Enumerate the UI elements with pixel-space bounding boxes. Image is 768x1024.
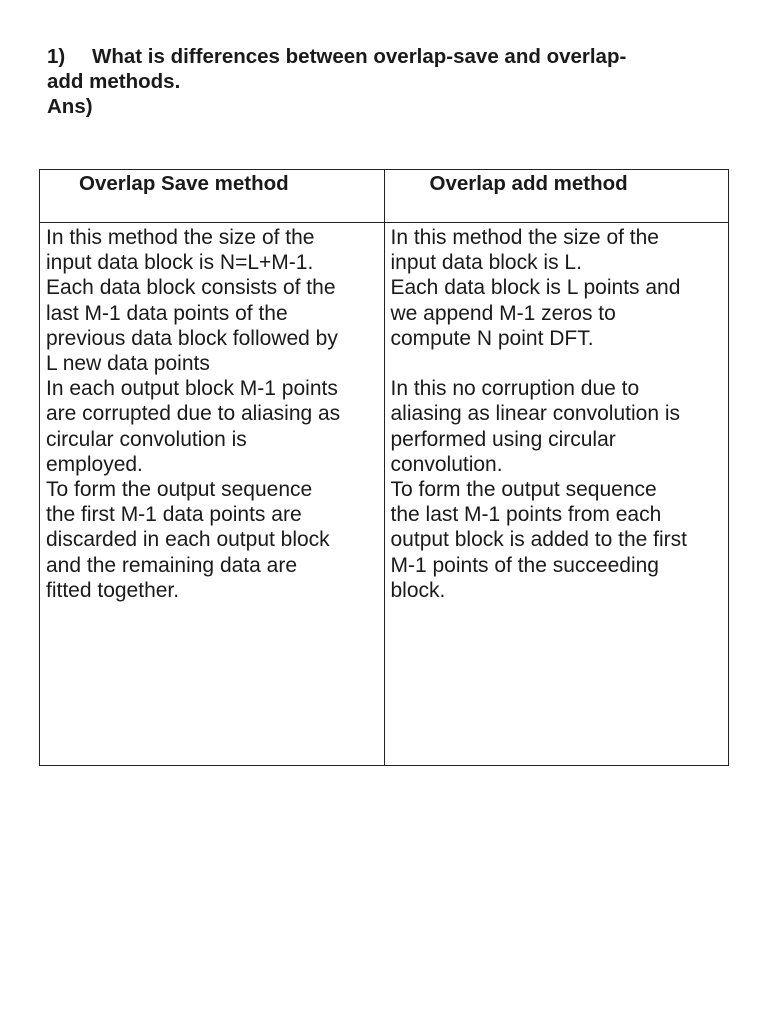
save-data-block: Each data block consists of the last M-1 data points of the previous data block followed by L new data points <box>46 276 338 376</box>
save-corruption: In each output block M-1 points are corrupted due to aliasing as circular convolution is employed. <box>46 377 341 476</box>
add-corruption: In this no corruption due to aliasing as linear convolution is performed using circular convolution. <box>390 377 680 476</box>
save-block-size: In this method the size of the input data block is N=L+M-1. <box>46 226 315 275</box>
question-heading <box>47 44 737 119</box>
comparison-table <box>39 169 729 766</box>
save-output-sequence: To form the output sequence the first M-1 data points are discarded in each output block and the remaining data are fitted together. <box>46 478 330 602</box>
question-text-line-2: add methods. <box>47 70 181 93</box>
overlap-save-cell <box>40 223 385 766</box>
question-line-1 <box>47 44 737 69</box>
header-overlap-add: Overlap add method <box>384 170 729 223</box>
add-output-sequence: To form the output sequence the last M-1 points from each output block is added to the first M-1 points of the succeeding block. <box>390 478 688 602</box>
answer-label: Ans) <box>47 95 93 118</box>
header-overlap-save: Overlap Save method <box>40 170 385 223</box>
add-block-size: In this method the size of the input data block is L. <box>390 226 659 275</box>
table-body-row <box>40 223 729 766</box>
overlap-add-cell <box>384 223 729 766</box>
question-number: 1) <box>47 45 66 68</box>
question-text-line-1: What is differences between overlap-save and overlap- <box>92 45 627 68</box>
add-data-block: Each data block is L points and we append M-1 zeros to compute N point DFT. <box>390 276 681 350</box>
table-header-row <box>40 170 729 223</box>
